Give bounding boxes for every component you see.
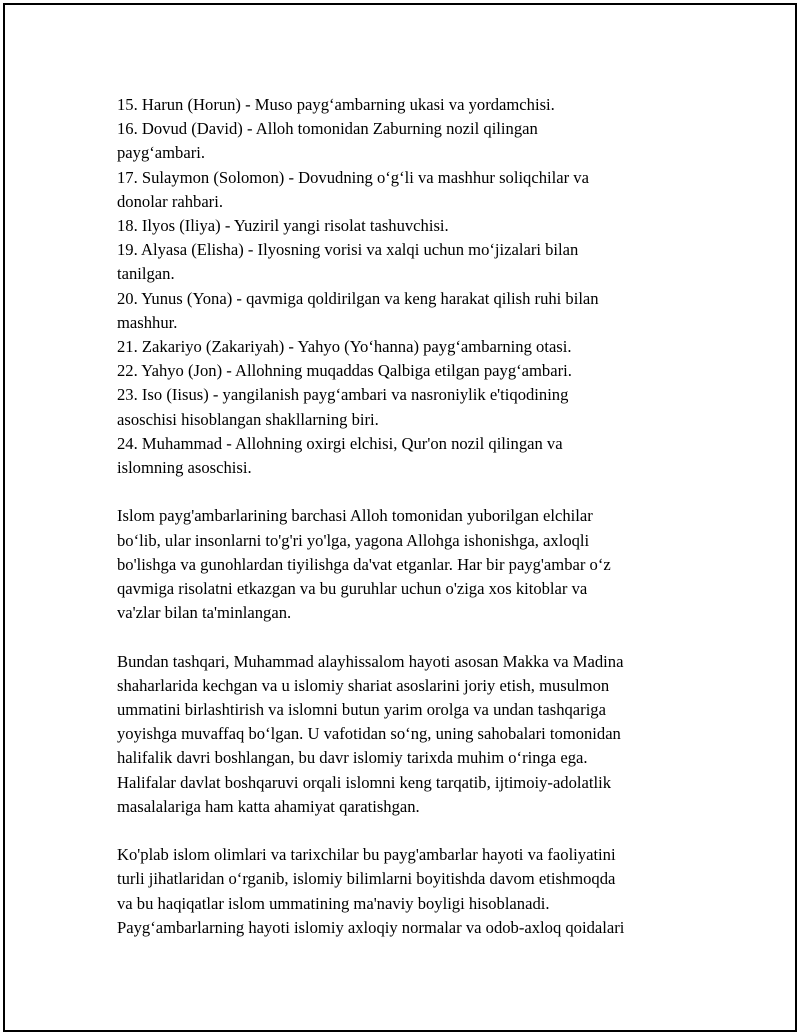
paragraph-line: masalalariga ham katta ahamiyat qaratishgan. <box>117 796 420 816</box>
paragraph-line: Bundan tashqari, Muhammad alayhissalom hayoti asosan Makka va Madina <box>117 651 624 671</box>
list-line: 22. Yahyo (Jon) - Allohning muqaddas Qalbiga etilgan payg‘ambari. <box>117 361 572 381</box>
paragraph-spacer <box>117 819 692 843</box>
list-line: 23. Iso (Iisus) - yangilanish payg‘ambari va nasroniylik e'tiqodining <box>117 385 569 405</box>
list-line: 15. Harun (Horun) - Muso payg‘ambarning ukasi va yordamchisi. <box>117 95 555 114</box>
paragraph-line: ummatini birlashtirish va islomni butun yarim orolga va undan tashqariga <box>117 700 606 720</box>
document-body <box>117 93 692 940</box>
paragraph-line: Payg‘ambarlarning hayoti islomiy axloqiy normalar va odob-axloq qoidalari <box>117 917 625 937</box>
list-line: 20. Yunus (Yona) - qavmiga qoldirilgan va keng harakat qilish ruhi bilan <box>117 288 599 308</box>
paragraph-line: bo'lishga va gunohlardan tiyilishga da'vat etganlar. Har bir payg'ambar o‘z <box>117 554 611 574</box>
paragraph-line: bo‘lib, ular insonlarni to'g'ri yo'lga, yagona Allohga ishonishga, axloqli <box>117 530 590 550</box>
list-line: asoschisi hisoblangan shakllarning biri. <box>117 409 379 429</box>
list-line: 24. Muhammad - Allohning oxirgi elchisi, Qur'on nozil qilingan va <box>117 433 563 453</box>
list-line: 16. Dovud (David) - Alloh tomonidan Zaburning nozil qilingan <box>117 119 538 139</box>
paragraph-scholars <box>117 843 692 940</box>
list-line: tanilgan. <box>117 264 175 284</box>
paragraph-line: turli jihatlaridan o‘rganib, islomiy bilimlarni boyitishda davom etishmoqda <box>117 869 616 889</box>
list-line: 17. Sulaymon (Solomon) - Dovudning o‘g‘li va mashhur soliqchilar va <box>117 167 589 187</box>
paragraph-spacer <box>117 480 692 504</box>
paragraph-line: qavmiga risolatni etkazgan va bu guruhlar uchun o'ziga xos kitoblar va <box>117 579 588 599</box>
paragraph-spacer <box>117 625 692 649</box>
paragraph-line: va'zlar bilan ta'minlangan. <box>117 603 292 623</box>
paragraph-muhammad-life <box>117 650 692 819</box>
list-line: donolar rahbari. <box>117 191 223 211</box>
list-line: payg‘ambari. <box>117 143 206 163</box>
paragraph-line: halifalik davri boshlangan, bu davr islomiy tarixda muhim o‘ringa ega. <box>117 748 588 768</box>
paragraph-line: Ko'plab islom olimlari va tarixchilar bu payg'ambarlar hayoti va faoliyatini <box>117 845 616 865</box>
paragraph-line: Islom payg'ambarlarining barchasi Alloh tomonidan yuborilgan elchilar <box>117 506 593 526</box>
list-line: islomning asoschisi. <box>117 458 252 478</box>
paragraph-prophets-mission <box>117 504 692 625</box>
list-line: 21. Zakariyo (Zakariyah) - Yahyo (Yo‘hanna) payg‘ambarning otasi. <box>117 337 572 357</box>
prophet-list <box>117 93 692 480</box>
list-line: 18. Ilyos (Iliya) - Yuziril yangi risolat tashuvchisi. <box>117 216 449 236</box>
paragraph-line: yoyishga muvaffaq bo‘lgan. U vafotidan so‘ng, uning sahobalari tomonidan <box>117 724 621 744</box>
list-line: mashhur. <box>117 312 178 332</box>
paragraph-line: va bu haqiqatlar islom ummatining ma'naviy boyligi hisoblanadi. <box>117 893 550 913</box>
paragraph-line: Halifalar davlat boshqaruvi orqali islomni keng tarqatib, ijtimoiy-adolatlik <box>117 772 612 792</box>
paragraph-line: shaharlarida kechgan va u islomiy shariat asoslarini joriy etish, musulmon <box>117 675 610 695</box>
list-line: 19. Alyasa (Elisha) - Ilyosning vorisi va xalqi uchun mo‘jizalari bilan <box>117 240 579 260</box>
